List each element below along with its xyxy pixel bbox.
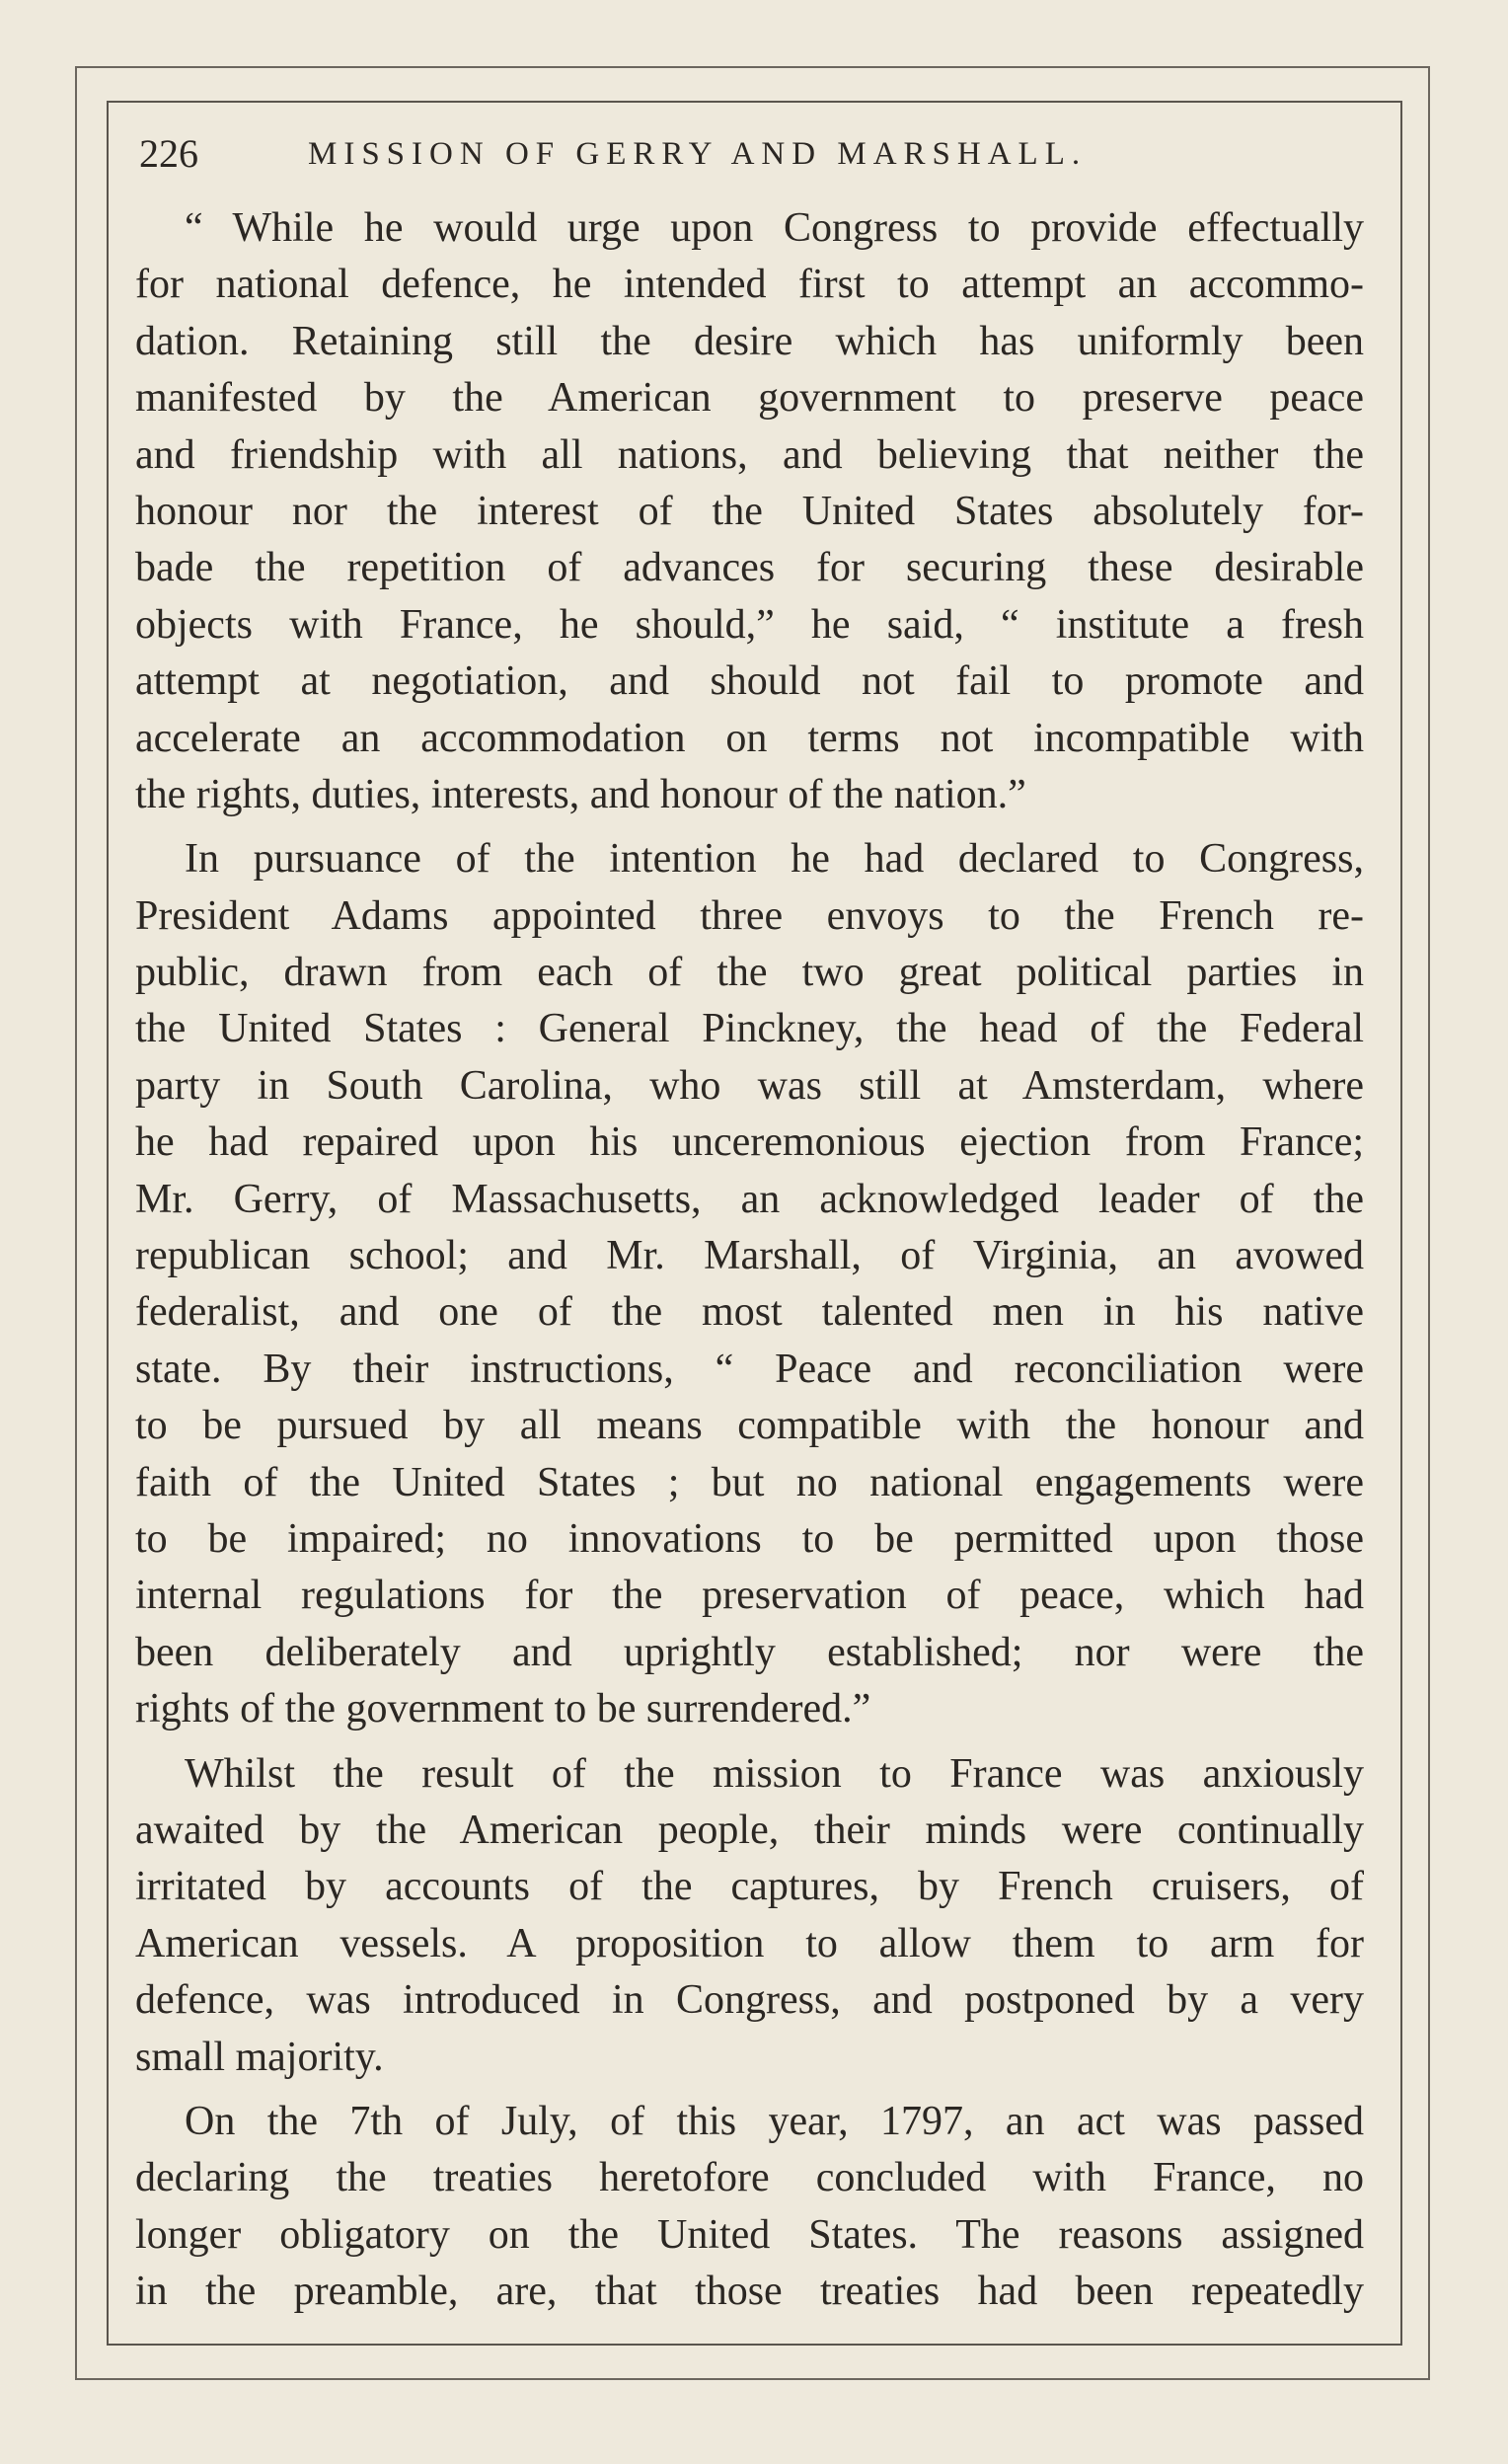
text-line: been deliberately and uprightly established; nor were the (135, 1629, 1364, 1675)
page-number: 226 (139, 131, 198, 176)
paragraph (135, 200, 1364, 823)
paragraph (135, 1746, 1364, 2086)
text-line: On the 7th of July, of this year, 1797, an act was passed (185, 2098, 1364, 2144)
text-line: the United States : General Pinckney, the head of the Federal (135, 1006, 1364, 1052)
text-line: state. By their instructions, “ Peace and reconciliation were (135, 1346, 1364, 1392)
text-line: to be impaired; no innovations to be permitted upon those (135, 1515, 1364, 1562)
text-line: American vessels. A proposition to allow them to arm for (135, 1920, 1364, 1966)
text-line: Whilst the result of the mission to France was anxiously (185, 1750, 1364, 1797)
text-line: rights of the government to be surrendered.” (135, 1686, 871, 1732)
text-line: attempt at negotiation, and should not fail to promote and (135, 658, 1364, 705)
text-line: public, drawn from each of the two great political parties in (135, 950, 1364, 996)
text-line: awaited by the American people, their minds were continually (135, 1807, 1364, 1853)
text-line: objects with France, he should,” he said, “ institute a fresh (135, 601, 1364, 648)
text-line: and friendship with all nations, and believing that neither the (135, 431, 1364, 478)
text-line: honour nor the interest of the United States absolutely for- (135, 488, 1364, 534)
text-line: party in South Carolina, who was still at Amsterdam, where (135, 1062, 1364, 1109)
text-line: “ While he would urge upon Congress to provide effectually (185, 205, 1364, 251)
text-line: in the preamble, are, that those treaties had been repeatedly (135, 2269, 1364, 2315)
running-title: MISSION OF GERRY AND MARSHALL. (308, 136, 1088, 172)
text-line: declaring the treaties heretofore concluded with France, no (135, 2155, 1364, 2201)
text-line: President Adams appointed three envoys to the French re- (135, 892, 1364, 939)
text-line: the rights, duties, interests, and honour of the nation.” (135, 771, 1026, 817)
text-line: bade the repetition of advances for securing these desirable (135, 545, 1364, 591)
text-line: manifested by the American government to preserve peace (135, 375, 1364, 422)
page-header (135, 126, 1364, 182)
text-line: faith of the United States ; but no national engagements were (135, 1459, 1364, 1505)
text-line: small majority. (135, 2034, 384, 2080)
paragraph (135, 831, 1364, 1737)
text-line: longer obligatory on the United States. The reasons assigned (135, 2211, 1364, 2258)
text-line: accelerate an accommodation on terms not incompatible with (135, 715, 1364, 761)
text-line: for national defence, he intended first to attempt an accommo- (135, 262, 1364, 308)
body-text (135, 200, 1364, 2320)
text-line: Mr. Gerry, of Massachusetts, an acknowledged leader of the (135, 1176, 1364, 1222)
text-line: federalist, and one of the most talented men in his native (135, 1289, 1364, 1336)
text-line: In pursuance of the intention he had declared to Congress, (185, 836, 1364, 883)
text-line: internal regulations for the preservation of peace, which had (135, 1573, 1364, 1619)
text-line: republican school; and Mr. Marshall, of Virginia, an avowed (135, 1233, 1364, 1279)
text-line: to be pursued by all means compatible with the honour and (135, 1403, 1364, 1449)
text-line: dation. Retaining still the desire which has uniformly been (135, 318, 1364, 364)
text-line: irritated by accounts of the captures, by French cruisers, of (135, 1864, 1364, 1910)
paragraph (135, 2094, 1364, 2321)
text-line: defence, was introduced in Congress, and postponed by a very (135, 1977, 1364, 2024)
text-line: he had repaired upon his unceremonious ejection from France; (135, 1119, 1364, 1166)
